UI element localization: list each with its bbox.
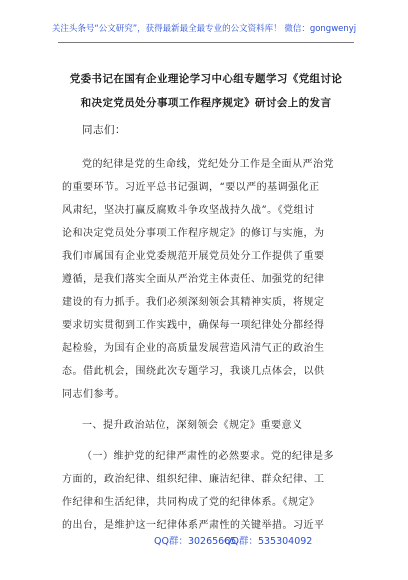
body-line: 我们市属国有企业党委规范开展党员处分工作提供了重要 <box>62 251 325 262</box>
body-line: 的重要环节。习近平总书记强调，“要以严的基调强化正 <box>62 182 320 193</box>
document-title-line-1: 党委书记在国有企业理论学习中心组专题学习《党组讨论 <box>69 73 343 85</box>
body-line: 起检验，为国有企业的高质量发展营造风清气正的政治生 <box>62 343 325 354</box>
greeting: 同志们： <box>82 124 126 136</box>
body-line: 态。借此机会，围绕此次专题学习，我谈几点体会，以供 <box>62 366 325 377</box>
document-title-line-2: 和决定党员处分事项工作程序规定》研讨会上的发言 <box>80 97 332 109</box>
footer-qq-group-2: QQ群：535304092 <box>224 536 313 547</box>
body-line: 论和决定党员处分事项工作程序规定》的修订与实施，为 <box>62 228 325 239</box>
section-line: 作纪律和生活纪律，共同构成了党的纪律体系。《规定》 <box>62 497 320 508</box>
body-line: 要求切实贯彻到工作实践中，确保每一项纪律处分都经得 <box>62 320 325 331</box>
body-line: 风肃纪，坚决打赢反腐败斗争攻坚战持久战”。《党组讨 <box>62 205 315 216</box>
header-divider <box>58 42 354 43</box>
section-heading: 一、提升政治站位，深刻领会《规定》重要意义 <box>82 420 303 431</box>
body-line: 同志们参考。 <box>62 389 125 400</box>
body-line: 建设的有力抓手。我们必须深刻领会其精神实质，将规定 <box>62 297 325 308</box>
body-line: 遵循，是我们落实全面从严治党主体责任、加强党的纪律 <box>62 274 325 285</box>
section-line: 的出台，是维护这一纪律体系严肃性的关键举措。习近平 <box>62 520 325 531</box>
header-banner: 关注头条号“公文研究”，获得最新最全最专业的公文资料库！ 微信：gongwenyj <box>51 24 357 34</box>
footer-qq-group-1: QQ群：30265665 <box>154 536 237 547</box>
section-line: 方面的，政治纪律、组织纪律、廉洁纪律、群众纪律、工 <box>62 474 325 485</box>
section-line: （一）维护党的纪律严肃性的必然要求。党的纪律是多 <box>82 451 334 462</box>
body-line: 党的纪律是党的生命线，党纪处分工作是全面从严治党 <box>82 159 334 170</box>
